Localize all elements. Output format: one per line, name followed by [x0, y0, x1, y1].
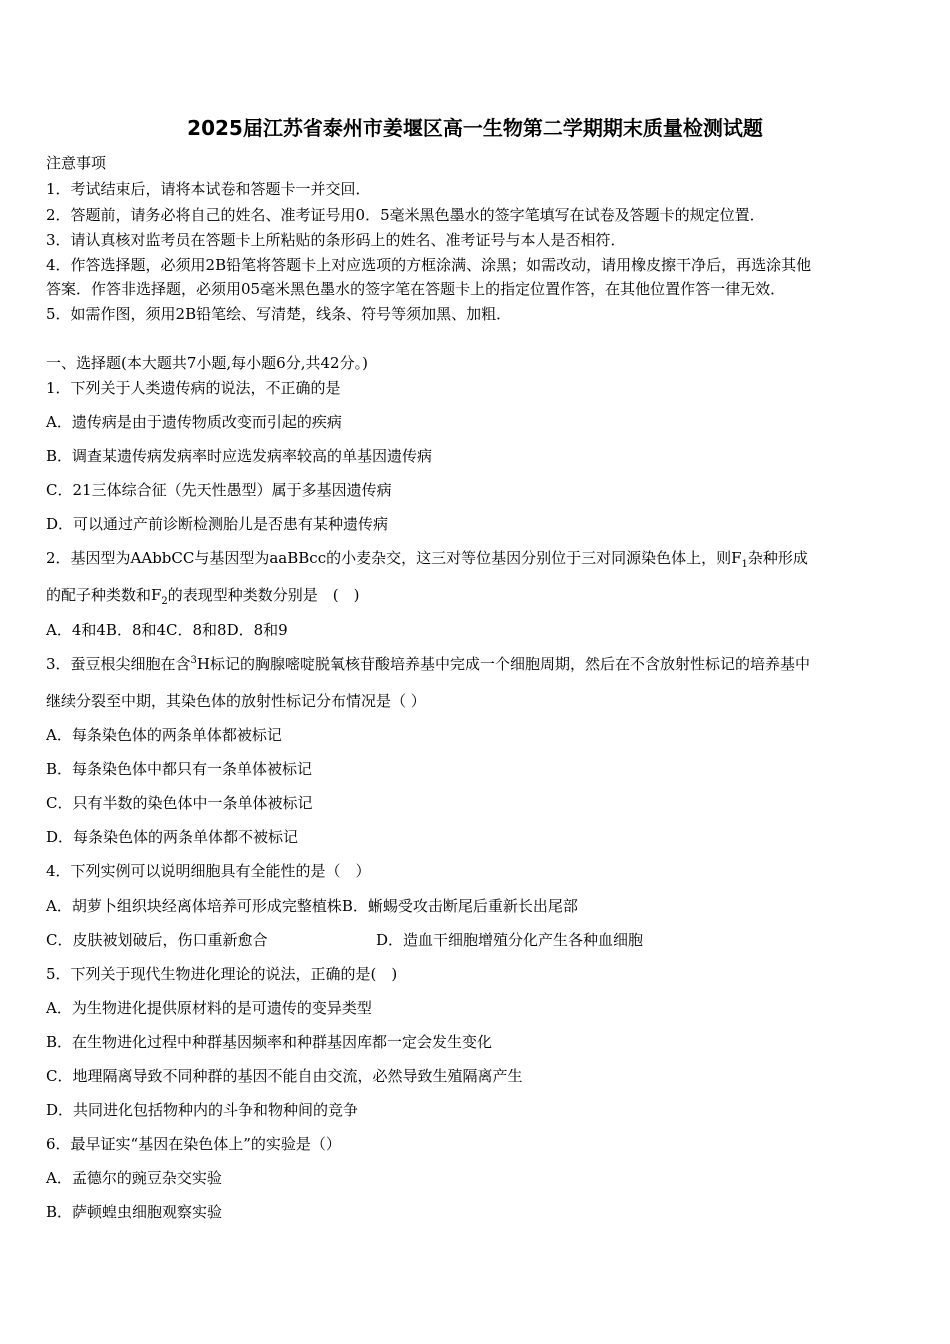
q3-option-a: A．每条染色体的两条单体都被标记 — [46, 726, 282, 744]
notice-item-3: 3．请认真核对监考员在答题卡上所粘贴的条形码上的姓名、准考证号与本人是否相符． — [46, 231, 626, 249]
q3-option-b: B．每条染色体中都只有一条单体被标记 — [46, 760, 313, 778]
q5-stem: 5．下列关于现代生物进化理论的说法，正确的是( ) — [46, 965, 398, 983]
q5-option-d: D．共同进化包括物种内的斗争和物种间的竞争 — [46, 1101, 359, 1119]
notice-heading: 注意事项 — [46, 154, 107, 172]
q2-stem-text: 2．基因型为AAbbCC与基因型为aaBBcc的小麦杂交，这三对等位基因分别位于三对同源染色体上，则F — [46, 549, 742, 567]
q2-stem-end-2: 的表现型种类数分别是 ( ) — [167, 586, 360, 604]
q4-option-d: D．造血干细胞增殖分化产生各种血细胞 — [376, 931, 644, 949]
notice-item-2: 2．答题前，请务必将自己的姓名、准考证号用0．5毫米黑色墨水的签字笔填写在试卷及答题卡的规定位置． — [46, 206, 765, 224]
q1-option-a: A．遗传病是由于遗传物质改变而引起的疾病 — [46, 413, 342, 431]
notice-item-5: 5．如需作图，须用2B铅笔绘、写清楚，线条、符号等须加黑、加粗． — [46, 305, 512, 323]
section-heading: 一、选择题(本大题共7小题,每小题6分,共42分。) — [46, 354, 368, 372]
q1-option-c: C．21三体综合征（先天性愚型）属于多基因遗传病 — [46, 481, 392, 499]
q4-option-c: C．皮肤被划破后，伤口重新愈合 — [46, 931, 268, 949]
q2-sub-1: 1 — [741, 559, 748, 570]
q2-sub-2: 2 — [161, 596, 168, 607]
q4-stem: 4．下列实例可以说明细胞具有全能性的是（ ） — [46, 862, 371, 880]
q3-stem-pre: 3．蚕豆根尖细胞在含 — [46, 655, 191, 673]
document-title: 2025届江苏省泰州市姜堰区高一生物第二学期期末质量检测试题 — [187, 116, 763, 140]
notice-item-4-cont: 答案．作答非选择题，必须用05毫米黑色墨水的签字笔在答题卡上的指定位置作答，在其他位置作答一律无效． — [46, 280, 786, 298]
q3-stem-line1 — [46, 653, 810, 674]
q3-option-d: D．每条染色体的两条单体都不被标记 — [46, 828, 299, 846]
notice-item-1: 1．考试结束后，请将本试卷和答题卡一并交回． — [46, 180, 371, 198]
q2-stem-end: 杂种形成 — [747, 549, 808, 567]
notice-item-4: 4．作答选择题，必须用2B铅笔将答题卡上对应选项的方框涂满、涂黑；如需改动，请用橡皮擦干净后，再选涂其他 — [46, 256, 812, 274]
q1-option-d: D．可以通过产前诊断检测胎儿是否患有某种遗传病 — [46, 515, 389, 533]
q3-option-c: C．只有半数的染色体中一条单体被标记 — [46, 794, 313, 812]
q2-stem-line2 — [46, 584, 360, 607]
q3-sup: 3 — [190, 655, 197, 666]
q5-option-b: B．在生物进化过程中种群基因频率和种群基因库都一定会发生变化 — [46, 1033, 493, 1051]
q6-option-a: A．孟德尔的豌豆杂交实验 — [46, 1169, 222, 1187]
q1-option-b: B．调查某遗传病发病率时应选发病率较高的单基因遗传病 — [46, 447, 433, 465]
q6-option-b: B．萨顿蝗虫细胞观察实验 — [46, 1203, 223, 1221]
q2-stem-text-2: 的配子种类数和F — [46, 586, 162, 604]
q2-options: A．4和4B．8和4C．8和8D．8和9 — [46, 621, 288, 639]
q3-stem-line2: 继续分裂至中期，其染色体的放射性标记分布情况是（ ） — [46, 692, 426, 710]
q2-stem-line1 — [46, 547, 808, 570]
q6-stem: 6．最早证实“基因在染色体上”的实验是（） — [46, 1135, 341, 1153]
q4-option-ab: A．胡萝卜组织块经离体培养可形成完整植株B．蜥蜴受攻击断尾后重新长出尾部 — [46, 897, 578, 915]
q5-option-c: C．地理隔离导致不同种群的基因不能自由交流，必然导致生殖隔离产生 — [46, 1067, 523, 1085]
q3-stem-end: H标记的胸腺嘧啶脱氧核苷酸培养基中完成一个细胞周期，然后在不含放射性标记的培养基中 — [196, 655, 811, 673]
q5-option-a: A．为生物进化提供原材料的是可遗传的变异类型 — [46, 999, 372, 1017]
q1-stem: 1．下列关于人类遗传病的说法，不正确的是 — [46, 379, 341, 397]
